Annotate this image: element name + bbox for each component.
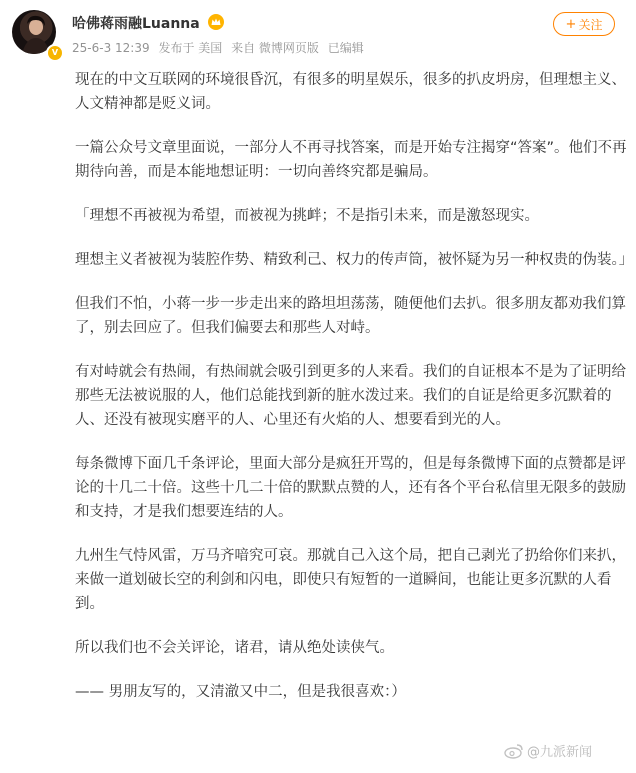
plus-icon: + bbox=[565, 16, 577, 32]
post-paragraph: —— 男朋友写的，又清澈又中二，但是我很喜欢：） bbox=[75, 684, 406, 700]
post-paragraph: 理想主义者被视为装腔作势、精致利己、权力的传声筒，被怀疑为另一种权贵的伪装。」 bbox=[75, 252, 634, 268]
post-date[interactable]: 25-6-3 12:39 bbox=[72, 41, 150, 55]
post-paragraph: 有对峙就会有热闹，有热闹就会吸引到更多的人来看。我们的自证根本不是为了证明给那些无法被说服的人，他们总能找到新的脏水泼过来。我们的自证是给更多沉默着的人、还没有被现实磨平的人、心里还有火焰的人、想要看到光的人。 bbox=[75, 364, 626, 428]
post-paragraph: 每条微博下面几千条评论，里面大部分是疯狂开骂的，但是每条微博下面的点赞都是评论的十几二十倍。这些十几二十倍的默默点赞的人，还有各个平台私信里无限多的鼓励和支持，才是我们想要连结的人。 bbox=[75, 456, 626, 520]
post-paragraph: 所以我们也不会关评论，诸君，请从绝处读侠气。 bbox=[75, 640, 394, 656]
post-paragraph: 现在的中文互联网的环境很昏沉，有很多的明星娱乐，很多的扒皮坍房，但理想主义、人文精神都是贬义词。 bbox=[75, 72, 626, 112]
crown-icon bbox=[208, 14, 224, 30]
post-content bbox=[75, 68, 634, 724]
weibo-logo-icon bbox=[504, 743, 524, 759]
follow-button-label: 关注 bbox=[578, 17, 603, 32]
verified-badge-icon: V bbox=[46, 44, 64, 62]
post-paragraph: 「理想不再被视为希望，而被视为挑衅；不是指引未来，而是激怒现实。 bbox=[75, 208, 539, 224]
post-source: 来自 微博网页版 bbox=[231, 41, 319, 55]
follow-button[interactable] bbox=[553, 12, 615, 36]
post-paragraph: 九州生气恃风雷，万马齐喑究可哀。那就自己入这个局，把自己剥光了扔给你们来扒，来做一道划破长空的利剑和闪电，即使只有短暂的一道瞬间，也能让更多沉默的人看到。 bbox=[75, 548, 626, 612]
post-header bbox=[0, 0, 636, 62]
post-paragraph: 一篇公众号文章里面说，一部分人不再寻找答案，而是开始专注揭穿“答案”。他们不再期待向善，而是本能地想证明：一切向善终究都是骗局。 bbox=[75, 140, 627, 180]
post-meta bbox=[72, 39, 369, 56]
post-paragraph: 但我们不怕，小蒋一步一步走出来的路坦坦荡荡，随便他们去扒。很多朋友都劝我们算了，别去回应了。但我们偏要去和那些人对峙。 bbox=[75, 296, 626, 336]
post-location: 发布于 美国 bbox=[158, 41, 223, 55]
watermark bbox=[504, 741, 592, 760]
post-edited[interactable]: 已编辑 bbox=[327, 41, 364, 55]
watermark-text: @九派新闻 bbox=[527, 745, 593, 760]
username[interactable]: 哈佛蒋雨融Luanna bbox=[72, 16, 200, 32]
